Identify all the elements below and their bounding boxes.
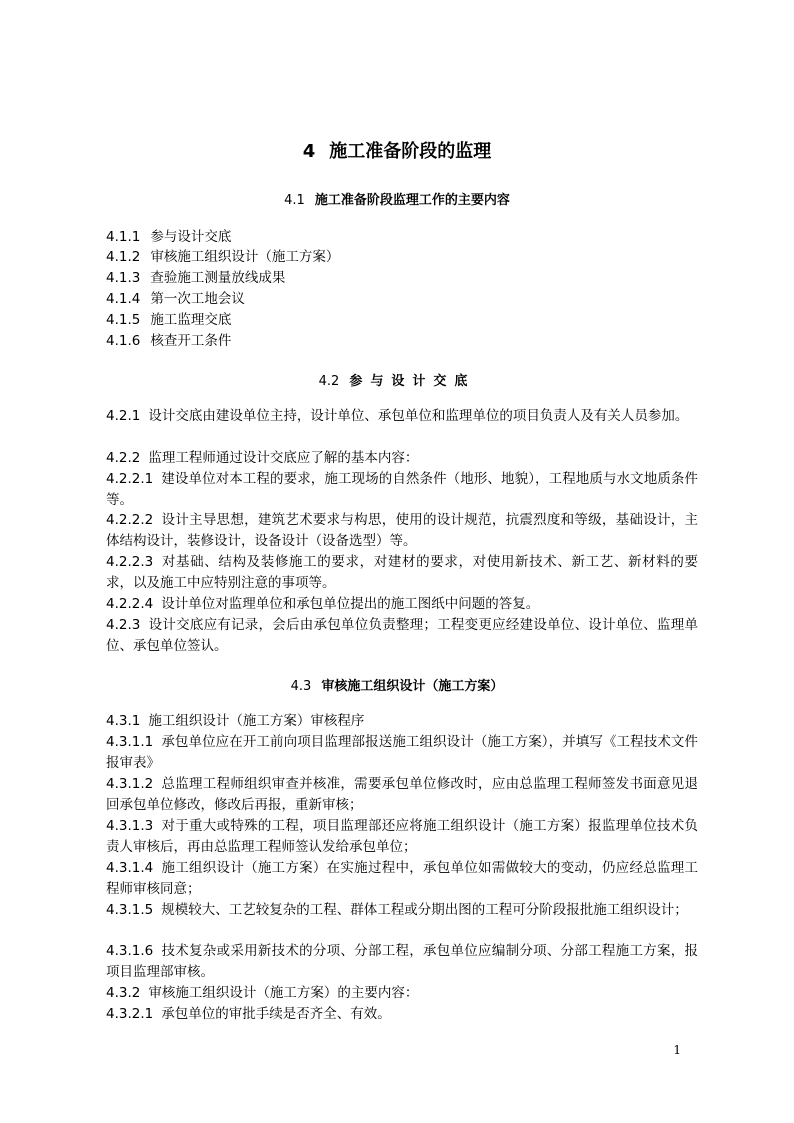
paragraph: 4.2.2 监理工程师通过设计交底应了解的基本内容： bbox=[106, 450, 419, 466]
paragraph: 4.3.1 施工组织设计（施工方案）审核程序 bbox=[106, 713, 365, 729]
chapter-title bbox=[0, 137, 794, 163]
paragraph: 4.2.2.1 建设单位对本工程的要求，施工现场的自然条件（地形、地貌），工程地质与水文地质条件等。 bbox=[106, 471, 698, 508]
paragraph: 4.3.1.3 对于重大或特殊的工程，项目监理部还应将施工组织设计（施工方案）报监理单位技术负责人审核后，再由总监理工程师签认发给承包单位； bbox=[106, 818, 698, 855]
paragraph: 4.3.2 审核施工组织设计（施工方案）的主要内容： bbox=[106, 985, 419, 1001]
chapter-number: 4 bbox=[302, 141, 316, 162]
list-item: 4.1.3 查验施工测量放线成果 bbox=[106, 270, 286, 286]
paragraph: 4.2.2.2 设计主导思想，建筑艺术要求与构思，使用的设计规范，抗震烈度和等级，基础设计，主体结构设计，装修设计，设备设计（设备选型）等。 bbox=[106, 512, 698, 549]
paragraph: 4.2.1 设计交底由建设单位主持，设计单位、承包单位和监理单位的项目负责人及有关人员参加。 bbox=[106, 408, 689, 424]
list-item: 4.1.2 审核施工组织设计（施工方案） bbox=[106, 249, 340, 265]
paragraph: 4.3.1.6 技术复杂或采用新技术的分项、分部工程，承包单位应编制分项、分部工程施工方案，报项目监理部审核。 bbox=[106, 943, 698, 980]
paragraph: 4.3.2.1 承包单位的审批手续是否齐全、有效。 bbox=[106, 1006, 391, 1022]
list-item: 4.1.4 第一次工地会议 bbox=[106, 291, 245, 307]
section-heading-4-1: 4.1 施工准备阶段监理工作的主要内容 bbox=[284, 193, 510, 208]
chapter-title-text: 施工准备阶段的监理 bbox=[329, 141, 492, 162]
paragraph: 4.3.1.5 规模较大、工艺较复杂的工程、群体工程或分期出图的工程可分阶段报批施工组织设计； bbox=[106, 902, 688, 918]
list-item: 4.1.6 核查开工条件 bbox=[106, 333, 232, 349]
section-heading-4-2: 4.2 参与设计交底 bbox=[318, 374, 476, 389]
page-number: 1 bbox=[673, 1043, 681, 1057]
list-item: 4.1.5 施工监理交底 bbox=[106, 312, 232, 328]
paragraph: 4.2.3 设计交底应有记录，会后由承包单位负责整理；工程变更应经建设单位、设计单位、监理单位、承包单位签认。 bbox=[106, 617, 698, 654]
paragraph: 4.3.1.4 施工组织设计（施工方案）在实施过程中，承包单位如需做较大的变动，仍应经总监理工程师审核同意； bbox=[106, 860, 698, 897]
list-item: 4.1.1 参与设计交底 bbox=[106, 229, 232, 245]
paragraph: 4.3.1.1 承包单位应在开工前向项目监理部报送施工组织设计（施工方案），并填写《工程技术文件报审表》 bbox=[106, 734, 698, 771]
paragraph: 4.2.2.4 设计单位对监理单位和承包单位提出的施工图纸中问题的答复。 bbox=[106, 596, 540, 612]
paragraph: 4.3.1.2 总监理工程师组织审查并核准，需要承包单位修改时，应由总监理工程师签发书面意见退回承包单位修改，修改后再报，重新审核； bbox=[106, 776, 698, 813]
section-heading-4-3: 4.3 审核施工组织设计（施工方案） bbox=[290, 679, 504, 694]
paragraph: 4.2.2.3 对基础、结构及装修施工的要求，对建材的要求，对使用新技术、新工艺、新材料的要求，以及施工中应特别注意的事项等。 bbox=[106, 554, 698, 591]
